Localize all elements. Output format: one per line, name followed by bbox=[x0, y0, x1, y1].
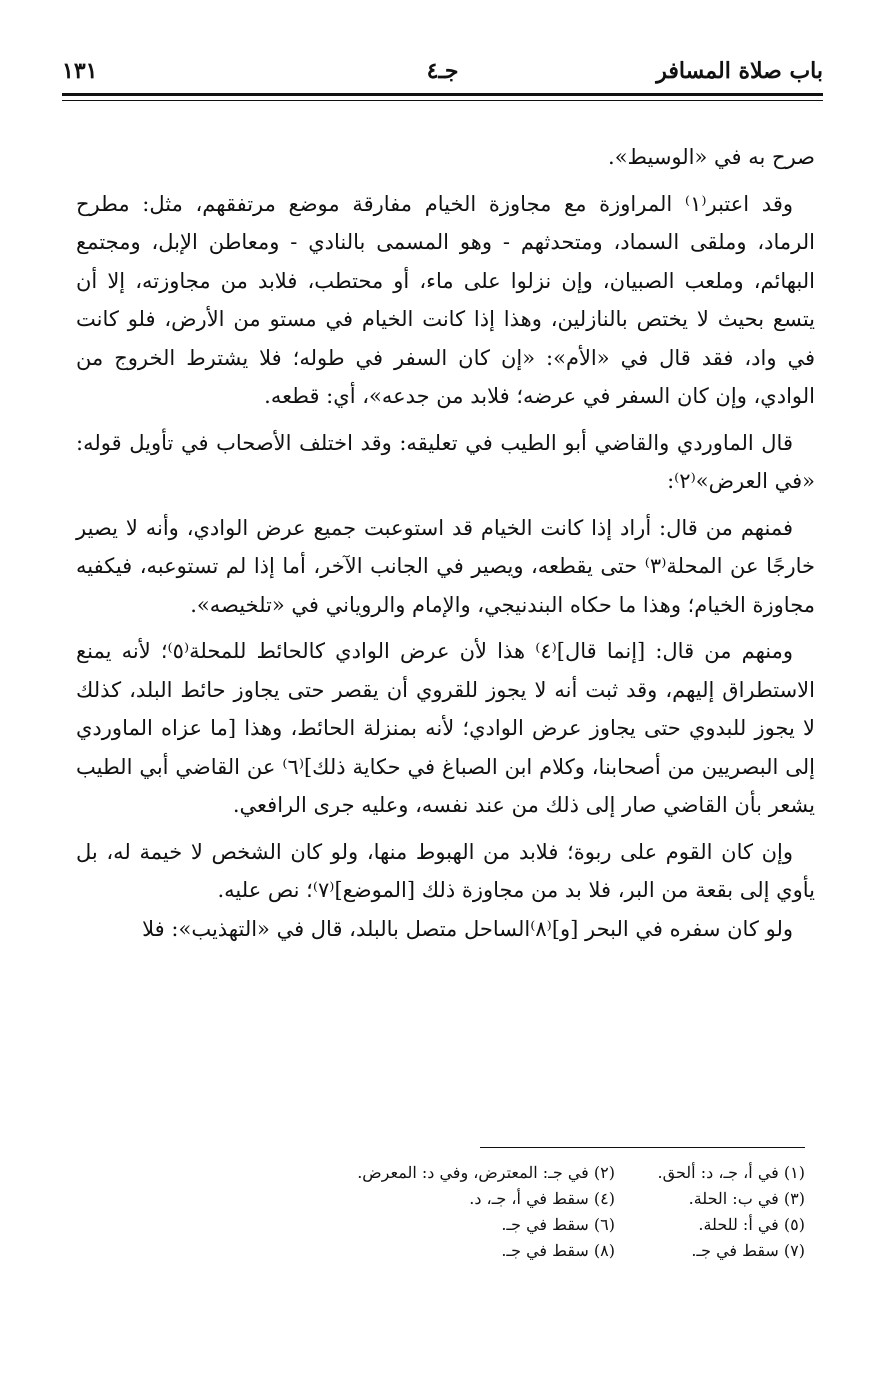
footnote: (٢) في جـ: المعترض، وفي د: المعرض. bbox=[357, 1163, 615, 1182]
footnote-row bbox=[200, 1186, 805, 1212]
paragraph: وقد اعتبر⁽١⁾ المراوزة مع مجاوزة الخيام مفارقة موضع مرتفقهم، مثل: مطرح الرماد، وملقى السماد، ومتحدثهم - وهو المسمى بالنادي - ومعاطن الإبل، ومجتمع البهائم، وملعب الصبيان، وإن نزلوا على ماء، أو محتطب، فلابد من مجاوزته، إلا أن يتسع بحيث لا يختص بالنازلين، وهذا إذا كانت الخيام في مستو من الأرض، فلو كانت في واد، فقد قال في «الأم»: «إن كان السفر في طوله؛ فلا يشترط الخروج من الوادي، وإن كان السفر في عرضه؛ فلابد من جدعه»، أي: قطعه. bbox=[76, 191, 815, 408]
volume-label: جـ٤ bbox=[426, 58, 459, 84]
paragraph: صرح به في «الوسيط». bbox=[608, 145, 815, 169]
paragraph: قال الماوردي والقاضي أبو الطيب في تعليقه: وقد اختلف الأصحاب في تأويل قوله: «في العرض»⁽٢⁾: bbox=[76, 430, 815, 493]
footnote: (٦) سقط في جـ. bbox=[501, 1215, 615, 1234]
page-number: ١٣١ bbox=[62, 58, 98, 84]
footnote: (٣) في ب: الحلة. bbox=[688, 1189, 805, 1208]
footnote-separator bbox=[480, 1147, 805, 1148]
footnote-row bbox=[200, 1160, 805, 1186]
footnote: (٨) سقط في جـ. bbox=[501, 1241, 615, 1260]
footnote: (١) في أ، جـ، د: ألحق. bbox=[657, 1163, 805, 1182]
header-rule-thick bbox=[62, 93, 823, 96]
footnote: (٥) في أ: للحلة. bbox=[698, 1215, 805, 1234]
paragraph: فمنهم من قال: أراد إذا كانت الخيام قد استوعبت جميع عرض الوادي، وأنه لا يصير خارجًا عن المحلة⁽٣⁾ حتى يقطعه، ويصير في الجانب الآخر، أما إذا لم تستوعبه، فيكفيه مجاوزة الخيام؛ وهذا ما حكاه البندنيجي، والإمام والروياني في «تلخيصه». bbox=[76, 515, 815, 617]
chapter-title: باب صلاة المسافر bbox=[656, 58, 823, 84]
page-header bbox=[62, 52, 823, 92]
paragraph: وإن كان القوم على ربوة؛ فلابد من الهبوط منها، ولو كان الشخص لا خيمة له، بل يأوي إلى بقعة من البر، فلا بد من مجاوزة ذلك [الموضع]⁽٧⁾؛ نص عليه. bbox=[76, 839, 815, 902]
footnote: (٧) سقط في جـ. bbox=[691, 1241, 805, 1260]
footnote: (٤) سقط في أ، جـ، د. bbox=[469, 1189, 615, 1208]
footnotes bbox=[200, 1160, 805, 1264]
main-text bbox=[76, 138, 815, 956]
paragraph: ومنهم من قال: [إنما قال]⁽٤⁾ هذا لأن عرض الوادي كالحائط للمحلة⁽٥⁾؛ لأنه يمنع الاستطراق إليهم، وقد ثبت أنه لا يجوز للقروي أن يقصر حتى يجاوز حائط البلد، كذلك لا يجوز للبدوي حتى يجاوز عرض الوادي؛ لأنه بمنزلة الحائط، وهذا [ما عزاه الماوردي إلى البصريين من أصحابنا، وكلام ابن الصباغ في حكاية ذلك]⁽٦⁾ عن القاضي أبي الطيب يشعر بأن القاضي صار إلى ذلك من عند نفسه، وعليه جرى الرافعي. bbox=[76, 639, 815, 817]
footnote-row bbox=[200, 1238, 805, 1264]
paragraph: ولو كان سفره في البحر [و]⁽٨⁾الساحل متصل بالبلد، قال في «التهذيب»: فلا bbox=[142, 916, 793, 941]
header-rule-thin bbox=[62, 100, 823, 101]
footnote-row bbox=[200, 1212, 805, 1238]
